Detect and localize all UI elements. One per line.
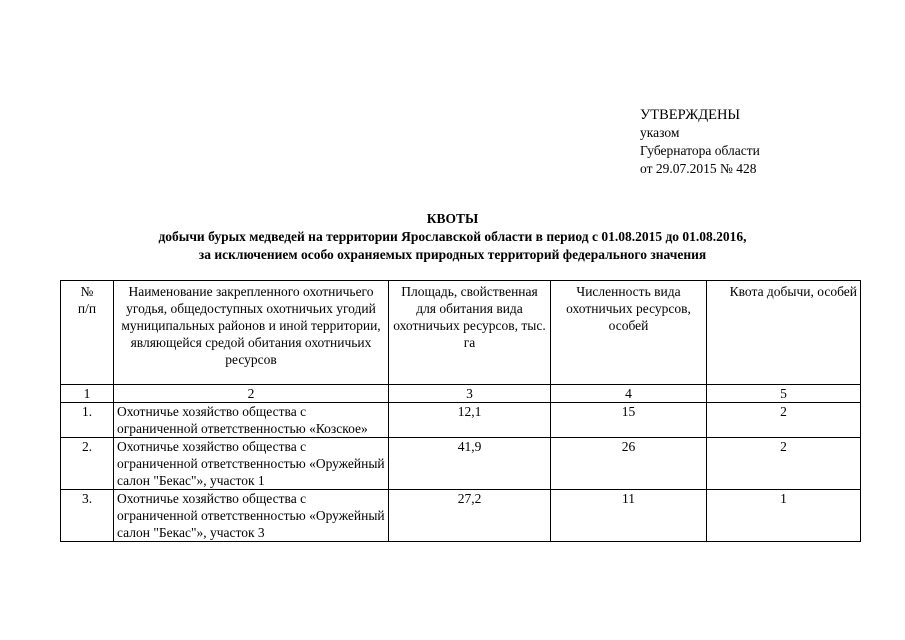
approval-heading: УТВЕРЖДЕНЫ [640,107,741,123]
row-number: 2. [61,438,114,490]
approval-block [640,106,760,178]
table-row [61,438,861,490]
header-quota: Квота добычи, особей [707,281,861,385]
header-area: Площадь, свойственная для обитания вида охотничьих ресурсов, тыс. га [389,281,551,385]
title-subtitle: добычи бурых медведей на территории Ярославской области в период с 01.08.2015 до 01.08.2016, [158,229,747,244]
row-quota: 2 [707,403,861,438]
index-cell: 1 [61,385,114,403]
row-population: 15 [551,403,707,438]
index-cell: 2 [114,385,389,403]
table-header-row [61,281,861,385]
quota-table [60,280,861,542]
row-area: 27,2 [389,490,551,542]
row-name: Охотничье хозяйство общества с ограниченной ответственностью «Оружейный салон "Бекас"», участок 1 [114,438,389,490]
row-number: 3. [61,490,114,542]
header-number: № п/п [61,281,114,385]
row-population: 26 [551,438,707,490]
approval-date: от 29.07.2015 № 428 [640,161,757,176]
table-index-row [61,385,861,403]
row-name: Охотничье хозяйство общества с ограниченной ответственностью «Козское» [114,403,389,438]
header-name: Наименование закрепленного охотничьего угодья, общедоступных охотничьих угодий муниципальных районов и иной территории, являющейся средой обитания охотничьих ресурсов [114,281,389,385]
table-row [61,490,861,542]
title-main: КВОТЫ [426,211,479,226]
approval-governor: Губернатора области [640,143,760,158]
title-subtitle-2: за исключением особо охраняемых природных территорий федерального значения [198,247,707,262]
table-row [61,403,861,438]
index-cell: 4 [551,385,707,403]
row-area: 12,1 [389,403,551,438]
row-population: 11 [551,490,707,542]
approval-decree: указом [640,125,680,140]
row-number: 1. [61,403,114,438]
row-name: Охотничье хозяйство общества с ограниченной ответственностью «Оружейный салон "Бекас"», участок 3 [114,490,389,542]
index-cell: 5 [707,385,861,403]
row-area: 41,9 [389,438,551,490]
index-cell: 3 [389,385,551,403]
header-population: Численность вида охотничьих ресурсов, особей [551,281,707,385]
row-quota: 1 [707,490,861,542]
row-quota: 2 [707,438,861,490]
document-title [88,210,817,264]
